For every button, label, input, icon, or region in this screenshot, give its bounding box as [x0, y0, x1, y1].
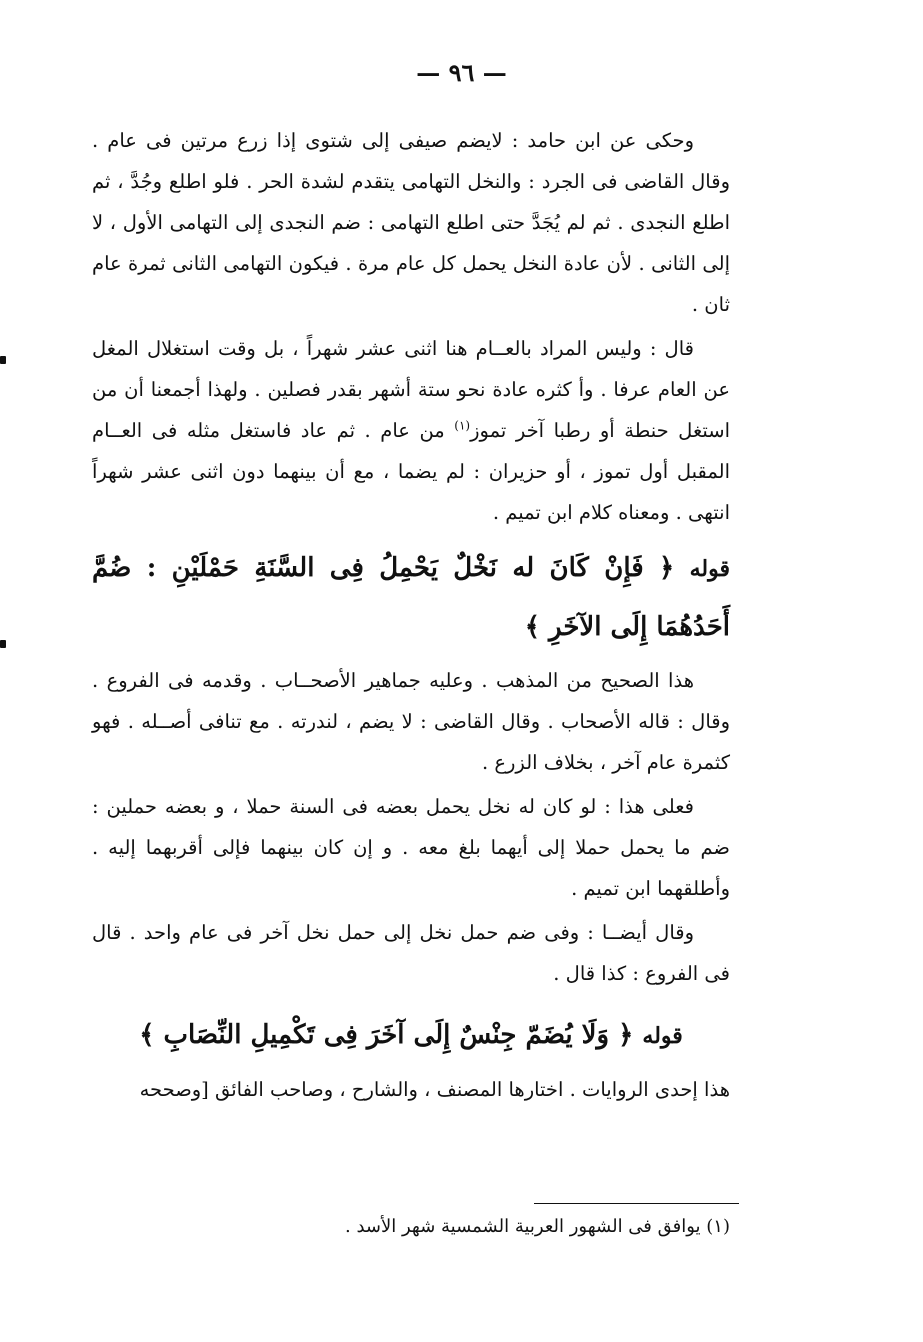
page-body: [92, 120, 730, 1110]
footnote-marker: (١): [454, 418, 471, 433]
scan-edge-mark: [0, 356, 6, 364]
footnote-divider: [534, 1203, 739, 1204]
heading-quote: ﴿ فَإِنْ كَانَ له نَخْلٌ يَحْمِلُ فِى السَّنَةِ حَمْلَيْنِ : ضُمَّ أَحَدُهُمَا إِلَى الآخَرِ ﴾: [92, 553, 730, 642]
paragraph-text: قال : وليس المراد بالعــام هنا اثنى عشر شهراً ، بل وقت استغلال المغل عن العام عرفا . وأ كثره عادة نحو ستة أشهر بقدر فصلين . ولهذا أجمعنا أن من استغل حنطة أو رطبا آخر تموز: [92, 337, 730, 442]
paragraph-one-of-narrations: هذا إحدى الروايات . اختارها المصنف ، والشارح ، وصاحب الفائق [وصححه: [139, 1078, 730, 1101]
paragraph-text: من عام . ثم عاد فاستغل مثله فى العــام المقبل أول تموز ، أو حزيران : لم يضما ، مع أن بينهما دون اثنى عشر شهراً انتهى . ومعناه كلام ابن تميم .: [92, 419, 730, 524]
paragraph-on-this-basis: فعلى هذا : لو كان له نخل يحمل بعضه فى السنة حملا ، و بعضه حملين : ضم ما يحمل حملا إلى أيهما بلغ معه . و إن كان بينهما فإلى أقربهما إليه . وأطلقهما ابن تميم .: [92, 795, 730, 900]
footnote: (١) يوافق فى الشهور العربية الشمسية شهر الأسد .: [345, 1216, 730, 1237]
heading-lead: قوله: [689, 556, 730, 582]
paragraph-correct-view: هذا الصحيح من المذهب . وعليه جماهير الأصحــاب . وقدمه فى الفروع . وقال : قاله الأصحاب . وقال القاضى : لا يضم ، لندرته . مع تنافى أصــله . فهو كثمرة عام آخر ، بخلاف الزرع .: [92, 669, 730, 774]
paragraph-he-also-said: وقال أيضــا : وفى ضم حمل نخل إلى حمل نخل آخر فى عام واحد . قال فى الفروع : كذا قال .: [92, 921, 730, 985]
section-heading-two-yields: [92, 539, 730, 656]
section-heading-no-joining-types: [92, 1006, 730, 1065]
page-number: — ٩٦ —: [416, 58, 507, 87]
paragraph-meaning-of-year: [92, 328, 730, 533]
heading-lead: قوله: [642, 1023, 683, 1049]
paragraph-ibn-hamid: وحكى عن ابن حامد : لايضم صيفى إلى شتوى إذا زرع مرتين فى عام . وقال القاضى فى الجرد : والنخل التهامى يتقدم لشدة الحر . فلو اطلع وجُدَّ ، ثم اطلع النجدى . ثم لم يُجَدَّ حتى اطلع التهامى : ضم النجدى إلى التهامى الأول ، لا إلى الثانى . لأن عادة النخل يحمل كل عام مرة . فيكون التهامى الثانى ثمرة عام ثان .: [92, 129, 730, 316]
heading-quote: ﴿ وَلَا يُضَمّ جِنْسٌ إِلَى آخَرَ فِى تَكْمِيلِ النِّصَابِ ﴾: [139, 1020, 634, 1050]
scan-edge-mark: [0, 640, 6, 648]
